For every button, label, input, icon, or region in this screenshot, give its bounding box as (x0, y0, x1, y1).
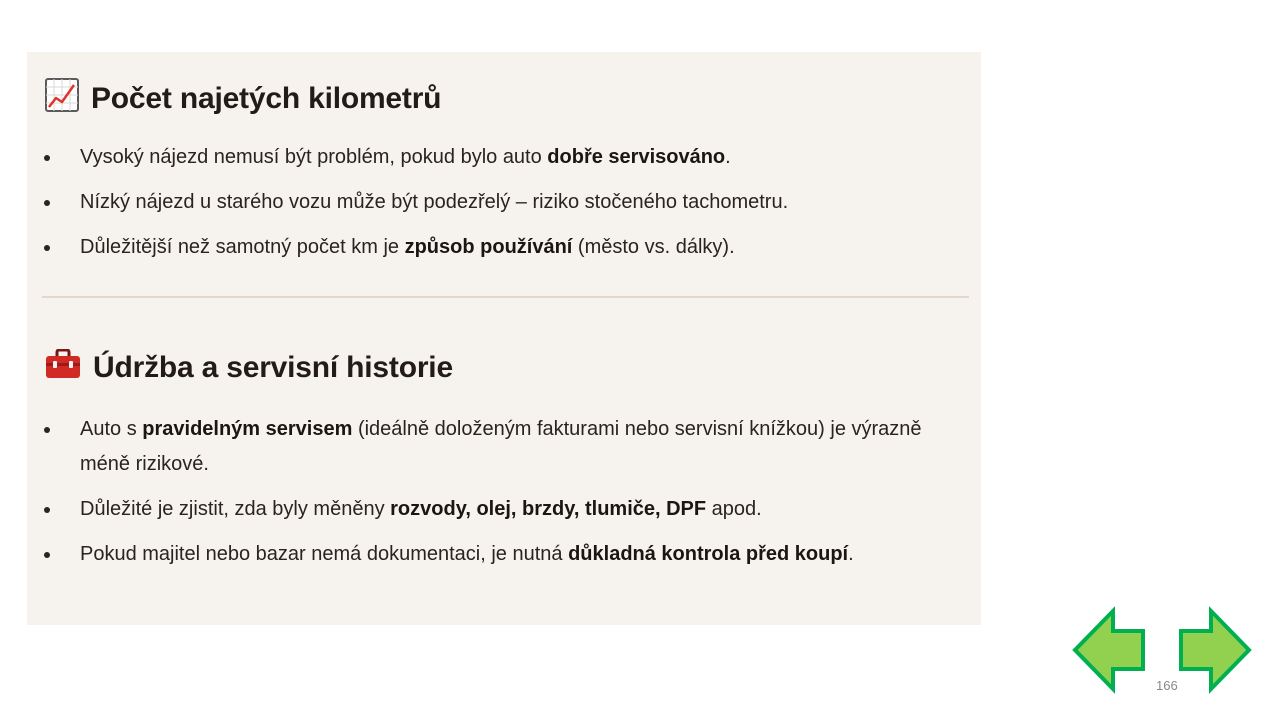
mileage-bullet-list (27, 140, 981, 275)
arrow-left-icon[interactable] (1072, 606, 1146, 694)
list-item: Nízký nájezd u starého vozu může být podezřelý – riziko stočeného tachometru. (27, 185, 981, 220)
toolbox-icon (45, 349, 81, 387)
section-title-text: Počet najetých kilometrů (91, 82, 442, 115)
section-title-maintenance (45, 349, 453, 387)
maintenance-bullet-list (27, 412, 981, 582)
section-title-text: Údržba a servisní historie (93, 351, 453, 384)
list-item: Důležité je zjistit, zda byly měněny rozvody, olej, brzdy, tlumiče, DPF apod. (27, 492, 981, 527)
next-slide-button[interactable] (1178, 606, 1252, 694)
arrow-right-icon[interactable] (1178, 606, 1252, 694)
list-item: Vysoký nájezd nemusí být problém, pokud bylo auto dobře servisováno. (27, 140, 981, 175)
content-panel (27, 52, 981, 625)
page-number: 166 (1156, 678, 1178, 693)
list-item: Důležitější než samotný počet km je způsob používání (město vs. dálky). (27, 230, 981, 265)
section-title-mileage (45, 78, 441, 120)
previous-slide-button[interactable] (1072, 606, 1146, 694)
chart-increasing-icon (45, 78, 79, 120)
list-item: Pokud majitel nebo bazar nemá dokumentaci, je nutná důkladná kontrola před koupí. (27, 537, 981, 572)
section-divider (42, 296, 969, 298)
list-item: Auto s pravidelným servisem (ideálně doloženým fakturami nebo servisní knížkou) je výrazně méně rizikové. (27, 412, 981, 482)
